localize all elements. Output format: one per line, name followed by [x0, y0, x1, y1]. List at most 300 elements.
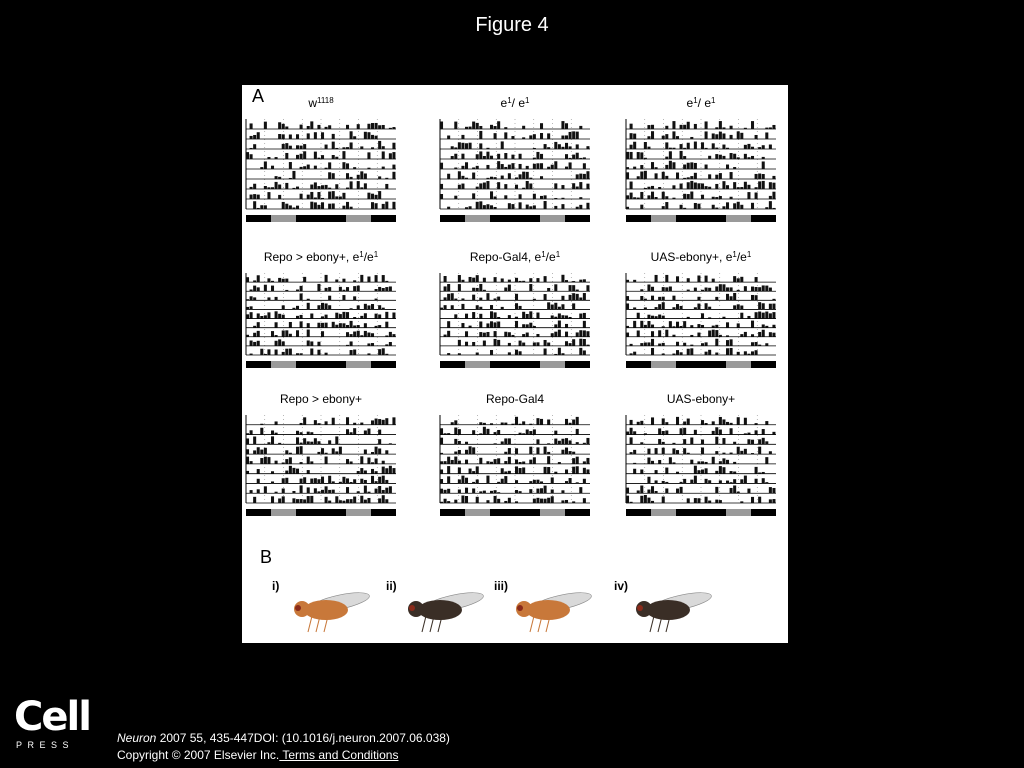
fly-image: [386, 579, 485, 632]
activity-bar: [371, 123, 374, 129]
activity-bar: [708, 288, 711, 291]
activity-bar: [769, 499, 772, 503]
activity-bar: [469, 127, 472, 129]
activity-bar: [726, 322, 729, 327]
light-dark-segment: [296, 509, 321, 516]
activity-bar: [300, 485, 303, 493]
activity-bar: [762, 181, 765, 189]
activity-bar: [300, 286, 303, 291]
activity-bar: [658, 439, 661, 444]
activity-bar: [769, 145, 772, 149]
activity-bar: [715, 330, 718, 337]
light-dark-segment: [676, 509, 701, 516]
activity-bar: [378, 314, 381, 318]
fly-leg: [530, 616, 534, 632]
activity-bar: [483, 183, 486, 189]
activity-bar: [558, 307, 561, 310]
activity-bar: [633, 197, 636, 199]
activity-bar: [737, 352, 740, 355]
activity-bar: [672, 443, 675, 444]
fly-image: [494, 579, 593, 632]
activity-bar: [522, 172, 525, 179]
activity-bar: [314, 166, 317, 169]
activity-bar: [296, 306, 299, 310]
activity-bar: [378, 191, 381, 199]
activity-bar: [483, 427, 486, 435]
activity-bar: [769, 451, 772, 454]
activity-bar: [371, 469, 374, 474]
activity-bar: [533, 134, 536, 139]
light-dark-segment: [346, 215, 371, 222]
activity-bar: [558, 320, 561, 327]
activity-bar: [536, 334, 539, 337]
activity-bar: [644, 142, 647, 149]
activity-bar: [579, 314, 582, 319]
activity-bar: [755, 287, 758, 291]
activity-bar: [296, 187, 299, 189]
activity-bar: [458, 467, 461, 473]
activity-bar: [504, 288, 507, 292]
activity-bar: [378, 305, 381, 309]
citation-details: 2007 55, 435-447DOI: (10.1016/j.neuron.2007.06.038): [156, 731, 450, 745]
fly-body: [304, 600, 348, 620]
activity-bar: [325, 421, 328, 424]
activity-bar: [529, 278, 532, 282]
activity-bar: [726, 340, 729, 346]
activity-bar: [469, 143, 472, 149]
activity-bar: [275, 322, 278, 327]
activity-bar: [572, 458, 575, 464]
activity-bar: [367, 277, 370, 283]
activity-bar: [690, 137, 693, 139]
activity-bar: [483, 333, 486, 337]
activity-bar: [544, 447, 547, 455]
activity-bar: [726, 165, 729, 169]
activity-bar: [519, 462, 522, 464]
activity-bar: [737, 447, 740, 454]
activity-bar: [722, 458, 725, 464]
activity-bar: [529, 135, 532, 139]
activity-bar: [250, 123, 253, 129]
activity-bar: [382, 151, 385, 159]
activity-bar: [561, 353, 564, 355]
light-dark-segment: [346, 361, 371, 368]
activity-bar: [246, 307, 249, 310]
activity-bar: [680, 482, 683, 484]
actogram: [246, 392, 396, 516]
activity-bar: [705, 303, 708, 309]
activity-bar: [465, 460, 468, 464]
activity-bar: [364, 173, 367, 179]
activity-bar: [375, 299, 378, 301]
activity-bar: [317, 192, 320, 199]
activity-bar: [350, 308, 353, 309]
activity-bar: [392, 127, 395, 129]
activity-bar: [267, 349, 270, 355]
activity-bar: [733, 276, 736, 282]
activity-bar: [519, 341, 522, 346]
activity-bar: [282, 305, 285, 309]
activity-bar: [253, 280, 256, 282]
activity-bar: [353, 167, 356, 169]
activity-bar: [737, 157, 740, 159]
activity-bar: [737, 290, 740, 291]
activity-bar: [392, 165, 395, 169]
activity-bar: [497, 317, 500, 319]
activity-bar: [454, 147, 457, 149]
activity-bar: [751, 342, 754, 346]
activity-bar: [697, 470, 700, 473]
activity-bar: [246, 299, 249, 300]
activity-bar: [551, 489, 554, 493]
light-dark-segment: [676, 215, 701, 222]
activity-bar: [626, 488, 629, 494]
activity-bar: [672, 162, 675, 169]
activity-bar: [339, 314, 342, 318]
activity-bar: [278, 443, 281, 444]
activity-bar: [565, 469, 568, 473]
fly-label: ii): [386, 579, 397, 593]
activity-bar: [364, 430, 367, 434]
activity-bar: [529, 178, 532, 179]
activity-bar: [554, 142, 557, 149]
activity-bar: [350, 207, 353, 209]
activity-bar: [490, 311, 493, 318]
activity-bar: [494, 126, 497, 129]
activity-bar: [662, 448, 665, 454]
activity-bar: [561, 136, 564, 139]
activity-bar: [651, 339, 654, 346]
activity-bar: [296, 145, 299, 149]
activity-bar: [300, 353, 303, 355]
activity-bar: [733, 442, 736, 445]
activity-bar: [465, 478, 468, 484]
activity-bar: [680, 184, 683, 189]
activity-bar: [486, 500, 489, 503]
activity-bar: [483, 278, 486, 282]
activity-bar: [472, 482, 475, 484]
light-dark-segment: [371, 509, 396, 516]
activity-bar: [522, 467, 525, 473]
light-dark-segment: [490, 509, 515, 516]
light-dark-segment: [296, 215, 321, 222]
activity-bar: [325, 303, 328, 309]
activity-bar: [561, 315, 564, 318]
activity-bar: [658, 460, 661, 464]
activity-bar: [544, 195, 547, 199]
activity-bar: [680, 326, 683, 328]
activity-bar: [694, 476, 697, 484]
activity-bar: [508, 471, 511, 474]
activity-bar: [246, 471, 249, 474]
activity-bar: [755, 277, 758, 282]
activity-bar: [346, 459, 349, 464]
activity-bar: [246, 438, 249, 444]
activity-bar: [378, 448, 381, 454]
activity-bar: [335, 148, 338, 149]
activity-bar: [307, 432, 310, 435]
activity-bar: [765, 207, 768, 209]
activity-bar: [476, 288, 479, 291]
activity-bar: [472, 488, 475, 493]
activity-bar: [285, 126, 288, 129]
activity-bar: [353, 280, 356, 282]
fly-eye: [637, 605, 643, 611]
activity-bar: [755, 312, 758, 318]
fly-label: i): [272, 579, 280, 593]
activity-bar: [583, 468, 586, 474]
light-dark-segment: [371, 361, 396, 368]
activity-bar: [339, 323, 342, 327]
activity-bar: [655, 167, 658, 169]
activity-bar: [515, 466, 518, 473]
activity-bar: [561, 275, 564, 282]
activity-bar: [447, 501, 450, 503]
light-dark-segment: [565, 509, 590, 516]
activity-bar: [479, 307, 482, 310]
activity-bar: [719, 500, 722, 503]
activity-bar: [529, 183, 532, 189]
activity-bar: [669, 287, 672, 292]
activity-bar: [458, 461, 461, 464]
activity-bar: [486, 293, 489, 300]
activity-bar: [630, 124, 633, 129]
activity-bar: [772, 299, 775, 300]
activity-bar: [278, 134, 281, 139]
light-dark-segment: [490, 361, 515, 368]
activity-bar: [486, 332, 489, 337]
activity-bar: [705, 468, 708, 473]
activity-bar: [310, 192, 313, 199]
activity-bar: [665, 196, 668, 199]
activity-bar: [626, 496, 629, 503]
activity-bar: [310, 432, 313, 434]
activity-bar: [486, 152, 489, 159]
activity-bar: [640, 321, 643, 328]
activity-bar: [765, 286, 768, 292]
activity-bar: [260, 450, 263, 455]
activity-bar: [647, 136, 650, 139]
activity-bar: [257, 322, 260, 328]
activity-bar: [519, 491, 522, 493]
activity-bar: [583, 461, 586, 464]
activity-bar: [662, 326, 665, 327]
activity-bar: [285, 330, 288, 336]
activity-bar: [246, 433, 249, 434]
activity-bar: [271, 496, 274, 503]
activity-bar: [705, 121, 708, 129]
activity-bar: [662, 287, 665, 291]
activity-bar: [346, 147, 349, 149]
activity-bar: [385, 468, 388, 473]
activity-bar: [325, 288, 328, 291]
activity-bar: [586, 146, 589, 149]
activity-bar: [350, 131, 353, 139]
activity-bar: [536, 163, 539, 169]
activity-bar: [357, 491, 360, 493]
activity-bar: [385, 202, 388, 209]
activity-bar: [508, 285, 511, 292]
activity-bar: [665, 176, 668, 179]
activity-bar: [583, 163, 586, 169]
activity-bar: [332, 134, 335, 139]
activity-bar: [469, 206, 472, 209]
activity-bar: [758, 312, 761, 319]
activity-bar: [730, 488, 733, 493]
activity-bar: [501, 468, 504, 473]
activity-bar: [385, 287, 388, 291]
activity-bar: [342, 147, 345, 149]
activity-bar: [755, 135, 758, 139]
activity-bar: [733, 182, 736, 189]
activity-bar: [353, 325, 356, 327]
activity-bar: [712, 133, 715, 139]
activity-bar: [719, 173, 722, 179]
activity-bar: [722, 127, 725, 129]
activity-bar: [565, 324, 568, 328]
activity-bar: [772, 183, 775, 189]
activity-bar: [392, 334, 395, 337]
activity-bar: [715, 197, 718, 199]
activity-bar: [680, 352, 683, 355]
activity-bar: [515, 350, 518, 355]
activity-bar: [472, 342, 475, 346]
activity-bar: [576, 153, 579, 159]
activity-bar: [342, 501, 345, 503]
activity-bar: [346, 478, 349, 483]
activity-bar: [250, 187, 253, 189]
activity-bar: [576, 466, 579, 473]
activity-bar: [744, 449, 747, 454]
activity-bar: [551, 305, 554, 310]
activity-bar: [672, 326, 675, 327]
activity-bar: [672, 448, 675, 454]
activity-bar: [346, 173, 349, 179]
activity-bar: [364, 500, 367, 503]
activity-bar: [342, 151, 345, 159]
terms-and-conditions-link[interactable]: Terms and Conditions: [279, 748, 399, 762]
activity-bar: [755, 174, 758, 179]
activity-bar: [658, 187, 661, 189]
activity-bar: [486, 429, 489, 435]
activity-bar: [325, 145, 328, 149]
activity-bar: [762, 324, 765, 327]
activity-bar: [508, 352, 511, 355]
activity-bar: [458, 171, 461, 179]
activity-bar: [246, 277, 249, 282]
citation: [117, 731, 450, 745]
activity-bar: [676, 417, 679, 425]
activity-bar: [385, 488, 388, 494]
activity-bar: [694, 466, 697, 474]
activity-bar: [350, 142, 353, 149]
activity-bar: [367, 333, 370, 337]
activity-bar: [730, 197, 733, 199]
activity-bar: [672, 185, 675, 189]
activity-bar: [447, 207, 450, 209]
activity-bar: [310, 496, 313, 503]
light-dark-segment: [701, 215, 726, 222]
activity-bar: [458, 340, 461, 346]
activity-bar: [690, 192, 693, 199]
activity-bar: [690, 181, 693, 189]
activity-bar: [385, 344, 388, 346]
activity-bar: [647, 477, 650, 484]
activity-bar: [257, 489, 260, 493]
actogram: [626, 250, 776, 369]
activity-bar: [772, 488, 775, 493]
activity-bar: [350, 482, 353, 483]
activity-bar: [367, 132, 370, 139]
activity-bar: [662, 354, 665, 355]
activity-bar: [440, 438, 443, 445]
activity-bar: [494, 331, 497, 337]
activity-bar: [683, 479, 686, 484]
activity-bar: [697, 304, 700, 310]
activity-bar: [705, 276, 708, 283]
activity-bar: [317, 284, 320, 291]
activity-bar: [565, 448, 568, 455]
activity-bar: [579, 197, 582, 199]
activity-bar: [536, 447, 539, 454]
activity-bar: [561, 500, 564, 503]
activity-bar: [364, 183, 367, 189]
activity-bar: [565, 123, 568, 129]
activity-bar: [490, 423, 493, 424]
fly-leg: [422, 616, 426, 632]
activity-bar: [515, 459, 518, 463]
activity-bar: [292, 171, 295, 179]
activity-bar: [479, 201, 482, 209]
activity-bar: [705, 479, 708, 484]
activity-bar: [751, 147, 754, 149]
activity-bar: [551, 496, 554, 503]
activity-bar: [303, 277, 306, 282]
activity-bar: [655, 491, 658, 493]
activity-bar: [346, 345, 349, 346]
activity-bar: [572, 501, 575, 503]
activity-bar: [461, 280, 464, 282]
activity-bar: [533, 457, 536, 464]
activity-bar: [697, 461, 700, 463]
activity-bar: [479, 298, 482, 301]
fly-image: [272, 579, 371, 632]
light-dark-segment: [440, 509, 465, 516]
activity-bar: [300, 479, 303, 484]
activity-bar: [300, 462, 303, 464]
activity-bar: [662, 343, 665, 346]
activity-bar: [515, 448, 518, 454]
actogram: [440, 96, 590, 223]
activity-bar: [640, 421, 643, 425]
activity-bar: [246, 457, 249, 464]
activity-bar: [260, 167, 263, 169]
activity-bar: [285, 183, 288, 189]
activity-bar: [479, 183, 482, 189]
activity-bar: [465, 314, 468, 319]
activity-bar: [547, 302, 550, 309]
activity-bar: [676, 450, 679, 454]
activity-bar: [708, 307, 711, 310]
activity-bar: [630, 193, 633, 199]
activity-bar: [565, 316, 568, 319]
activity-bar: [275, 492, 278, 494]
activity-bar: [392, 143, 395, 149]
fly-leg: [650, 616, 654, 632]
activity-bar: [762, 157, 765, 159]
activity-bar: [504, 423, 507, 425]
activity-bar: [708, 317, 711, 318]
